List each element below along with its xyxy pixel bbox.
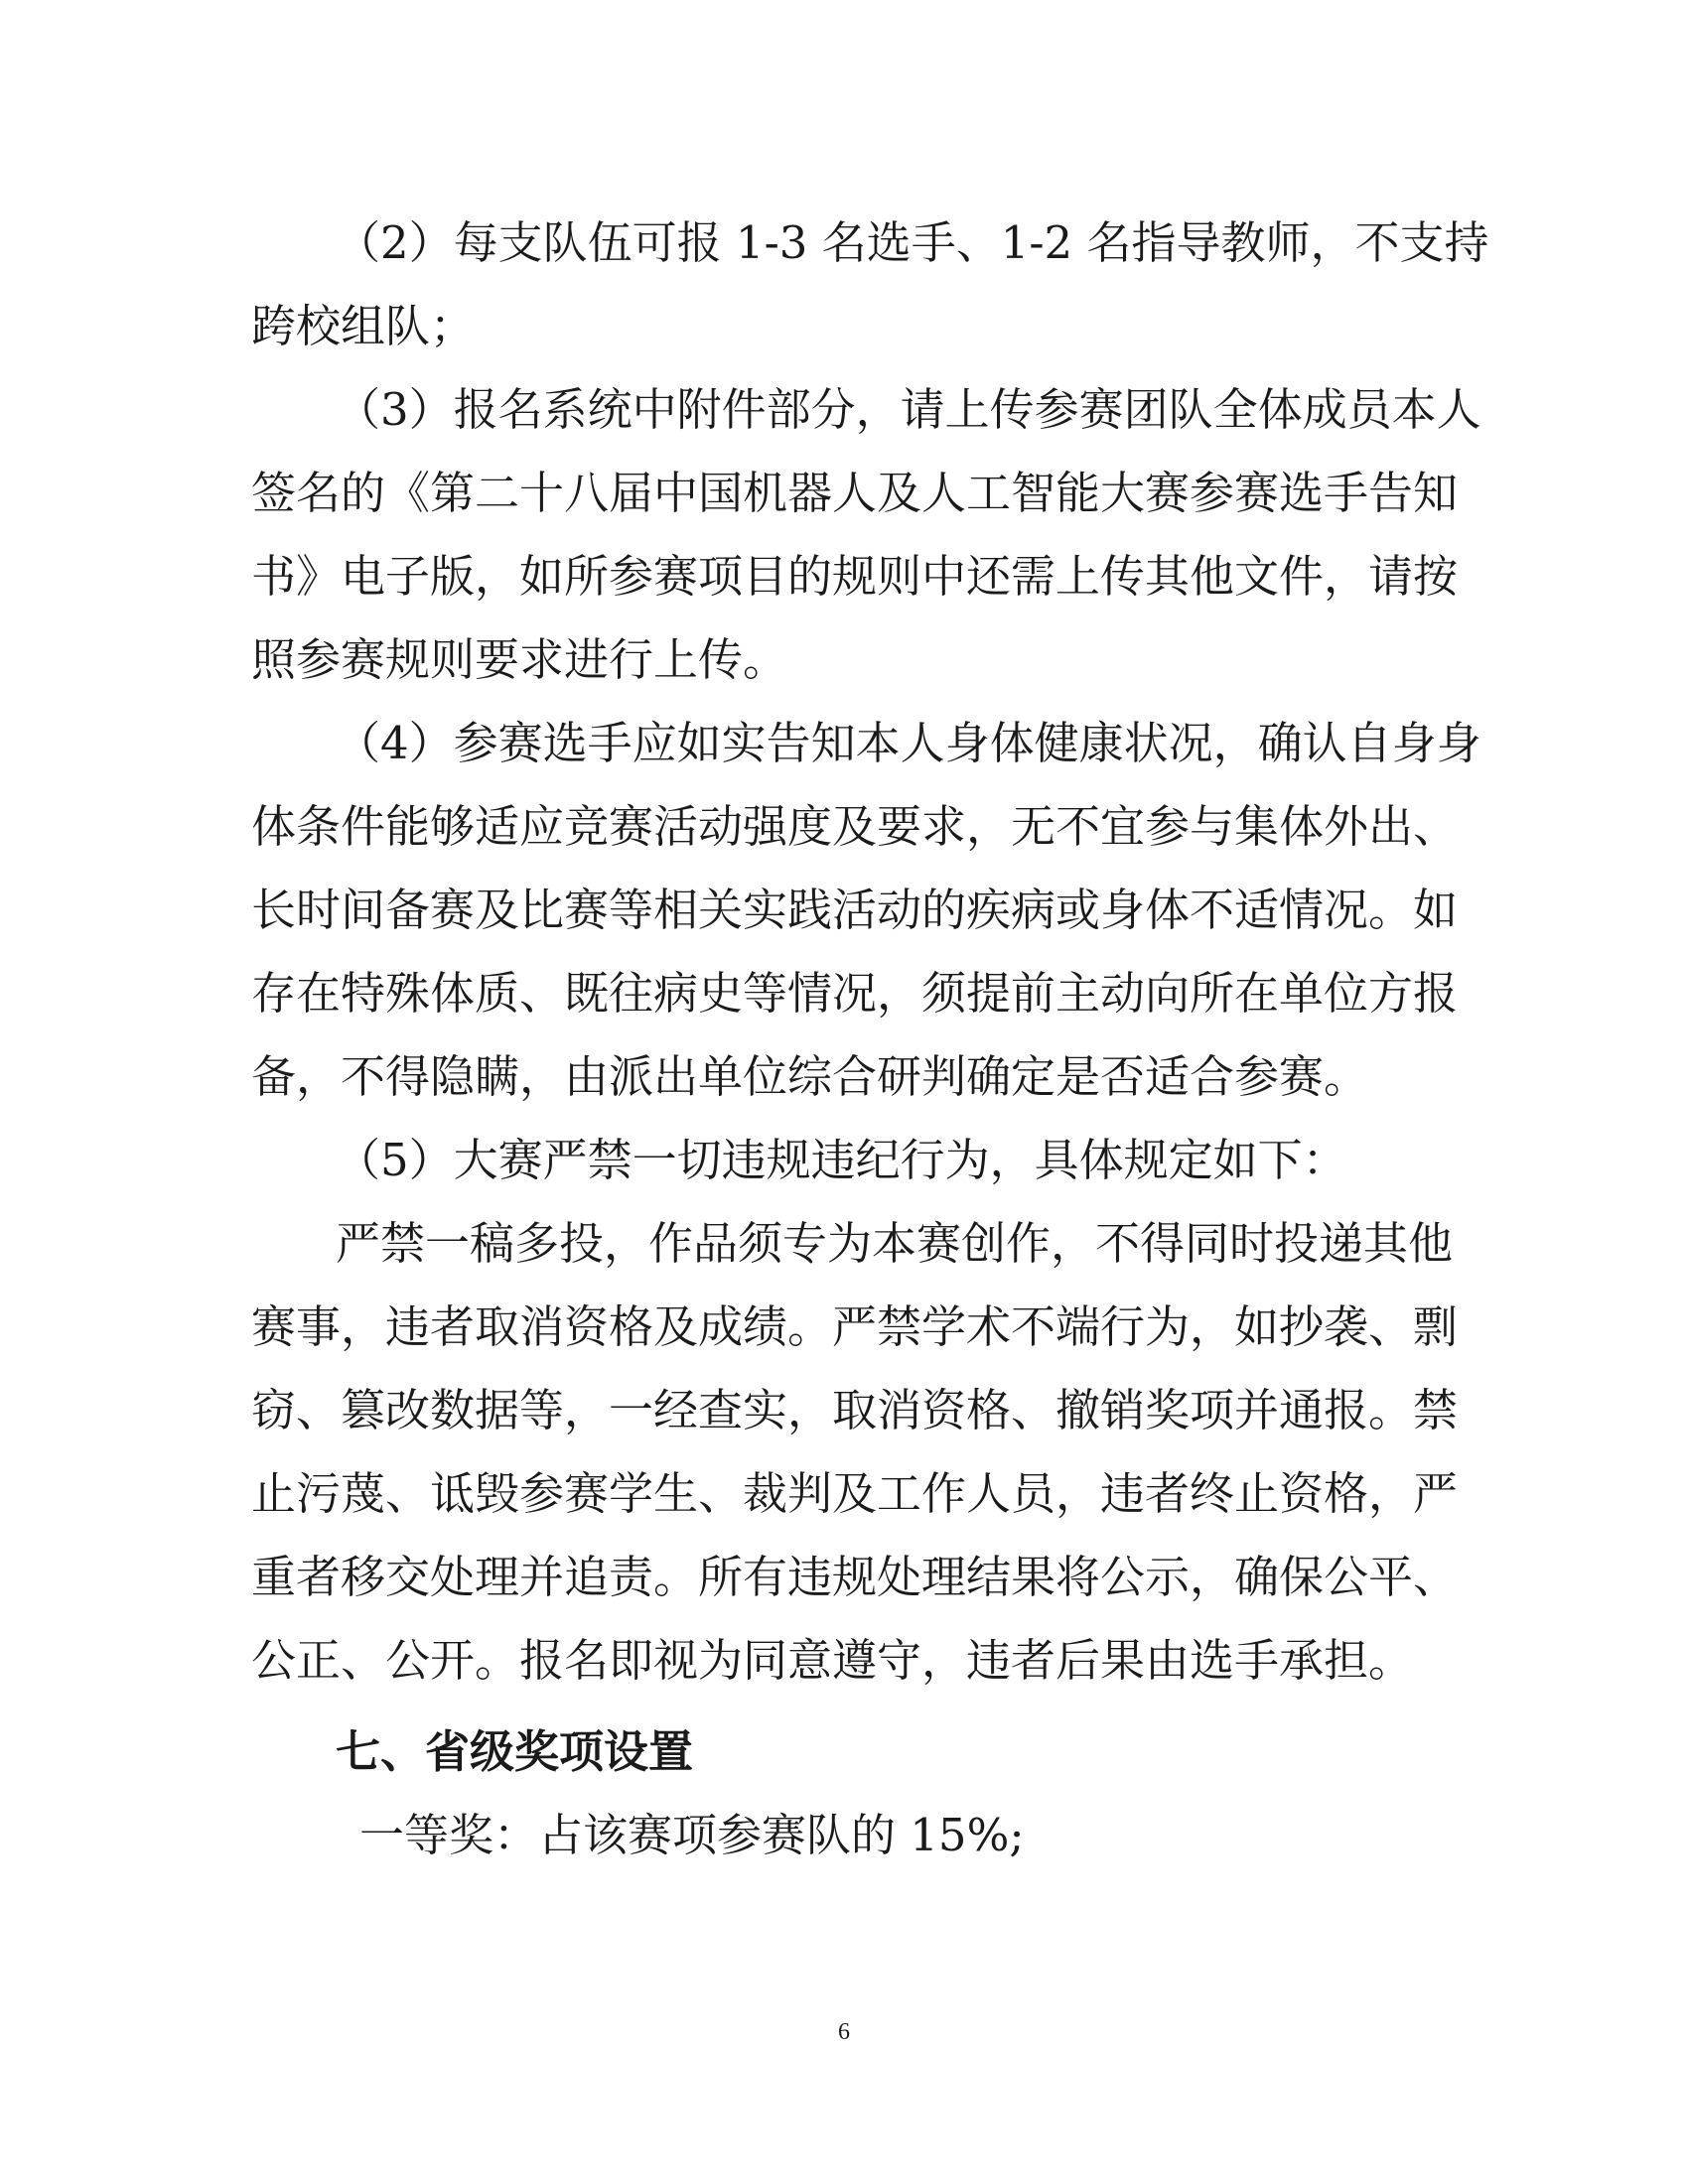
paragraph-line-rules-1: 严禁一稿多投，作品须专为本赛创作，不得同时投递其他 [336, 1217, 1454, 1270]
page-number: 6 [838, 2019, 850, 2045]
paragraph-line-item-4-2: 体条件能够适应竞赛活动强度及要求，无不宜参与集体外出、 [251, 800, 1459, 853]
paragraph-line-rules-5: 重者移交处理并追责。所有违规处理结果将公示，确保公平、 [251, 1551, 1459, 1603]
paragraph-line-item-3-2: 签名的《第二十八届中国机器人及人工智能大赛参赛选手告知 [251, 467, 1459, 519]
paragraph-line-rules-4: 止污蔑、诋毁参赛学生、裁判及工作人员，违者终止资格，严 [251, 1467, 1459, 1520]
paragraph-line-item-3-3: 书》电子版，如所参赛项目的规则中还需上传其他文件，请按 [251, 550, 1459, 603]
award-line-first-prize: 一等奖：占该赛项参赛队的 15%; [359, 1809, 1025, 1861]
paragraph-line-item-4-4: 存在特殊体质、既往病史等情况，须提前主动向所在单位方报 [251, 967, 1459, 1020]
paragraph-line-item-4-3: 长时间备赛及比赛等相关实践活动的疾病或身体不适情况。如 [251, 884, 1459, 936]
paragraph-line-item-4-5: 备，不得隐瞒，由派出单位综合研判确定是否适合参赛。 [251, 1050, 1369, 1103]
section-heading: 七、省级奖项设置 [336, 1725, 694, 1778]
paragraph-line-item-5-1: （5）大赛严禁一切违规违纪行为，具体规定如下： [336, 1134, 1347, 1186]
paragraph-line-item-3-1: （3）报名系统中附件部分，请上传参赛团队全体成员本人 [336, 383, 1481, 436]
paragraph-line-item-2-2: 跨校组队； [251, 300, 476, 352]
paragraph-line-rules-6: 公正、公开。报名即视为同意遵守，违者后果由选手承担。 [251, 1634, 1414, 1687]
paragraph-line-rules-2: 赛事，违者取消资格及成绩。严禁学术不端行为，如抄袭、剽 [251, 1300, 1459, 1353]
paragraph-line-item-3-4: 照参赛规则要求进行上传。 [251, 633, 788, 686]
paragraph-line-item-2-1: （2）每支队伍可报 1-3 名选手、1-2 名指导教师，不支持 [336, 216, 1489, 269]
paragraph-line-rules-3: 窃、篡改数据等，一经查实，取消资格、撤销奖项并通报。禁 [251, 1384, 1459, 1436]
paragraph-line-item-4-1: （4）参赛选手应如实告知本人身体健康状况，确认自身身 [336, 717, 1481, 769]
